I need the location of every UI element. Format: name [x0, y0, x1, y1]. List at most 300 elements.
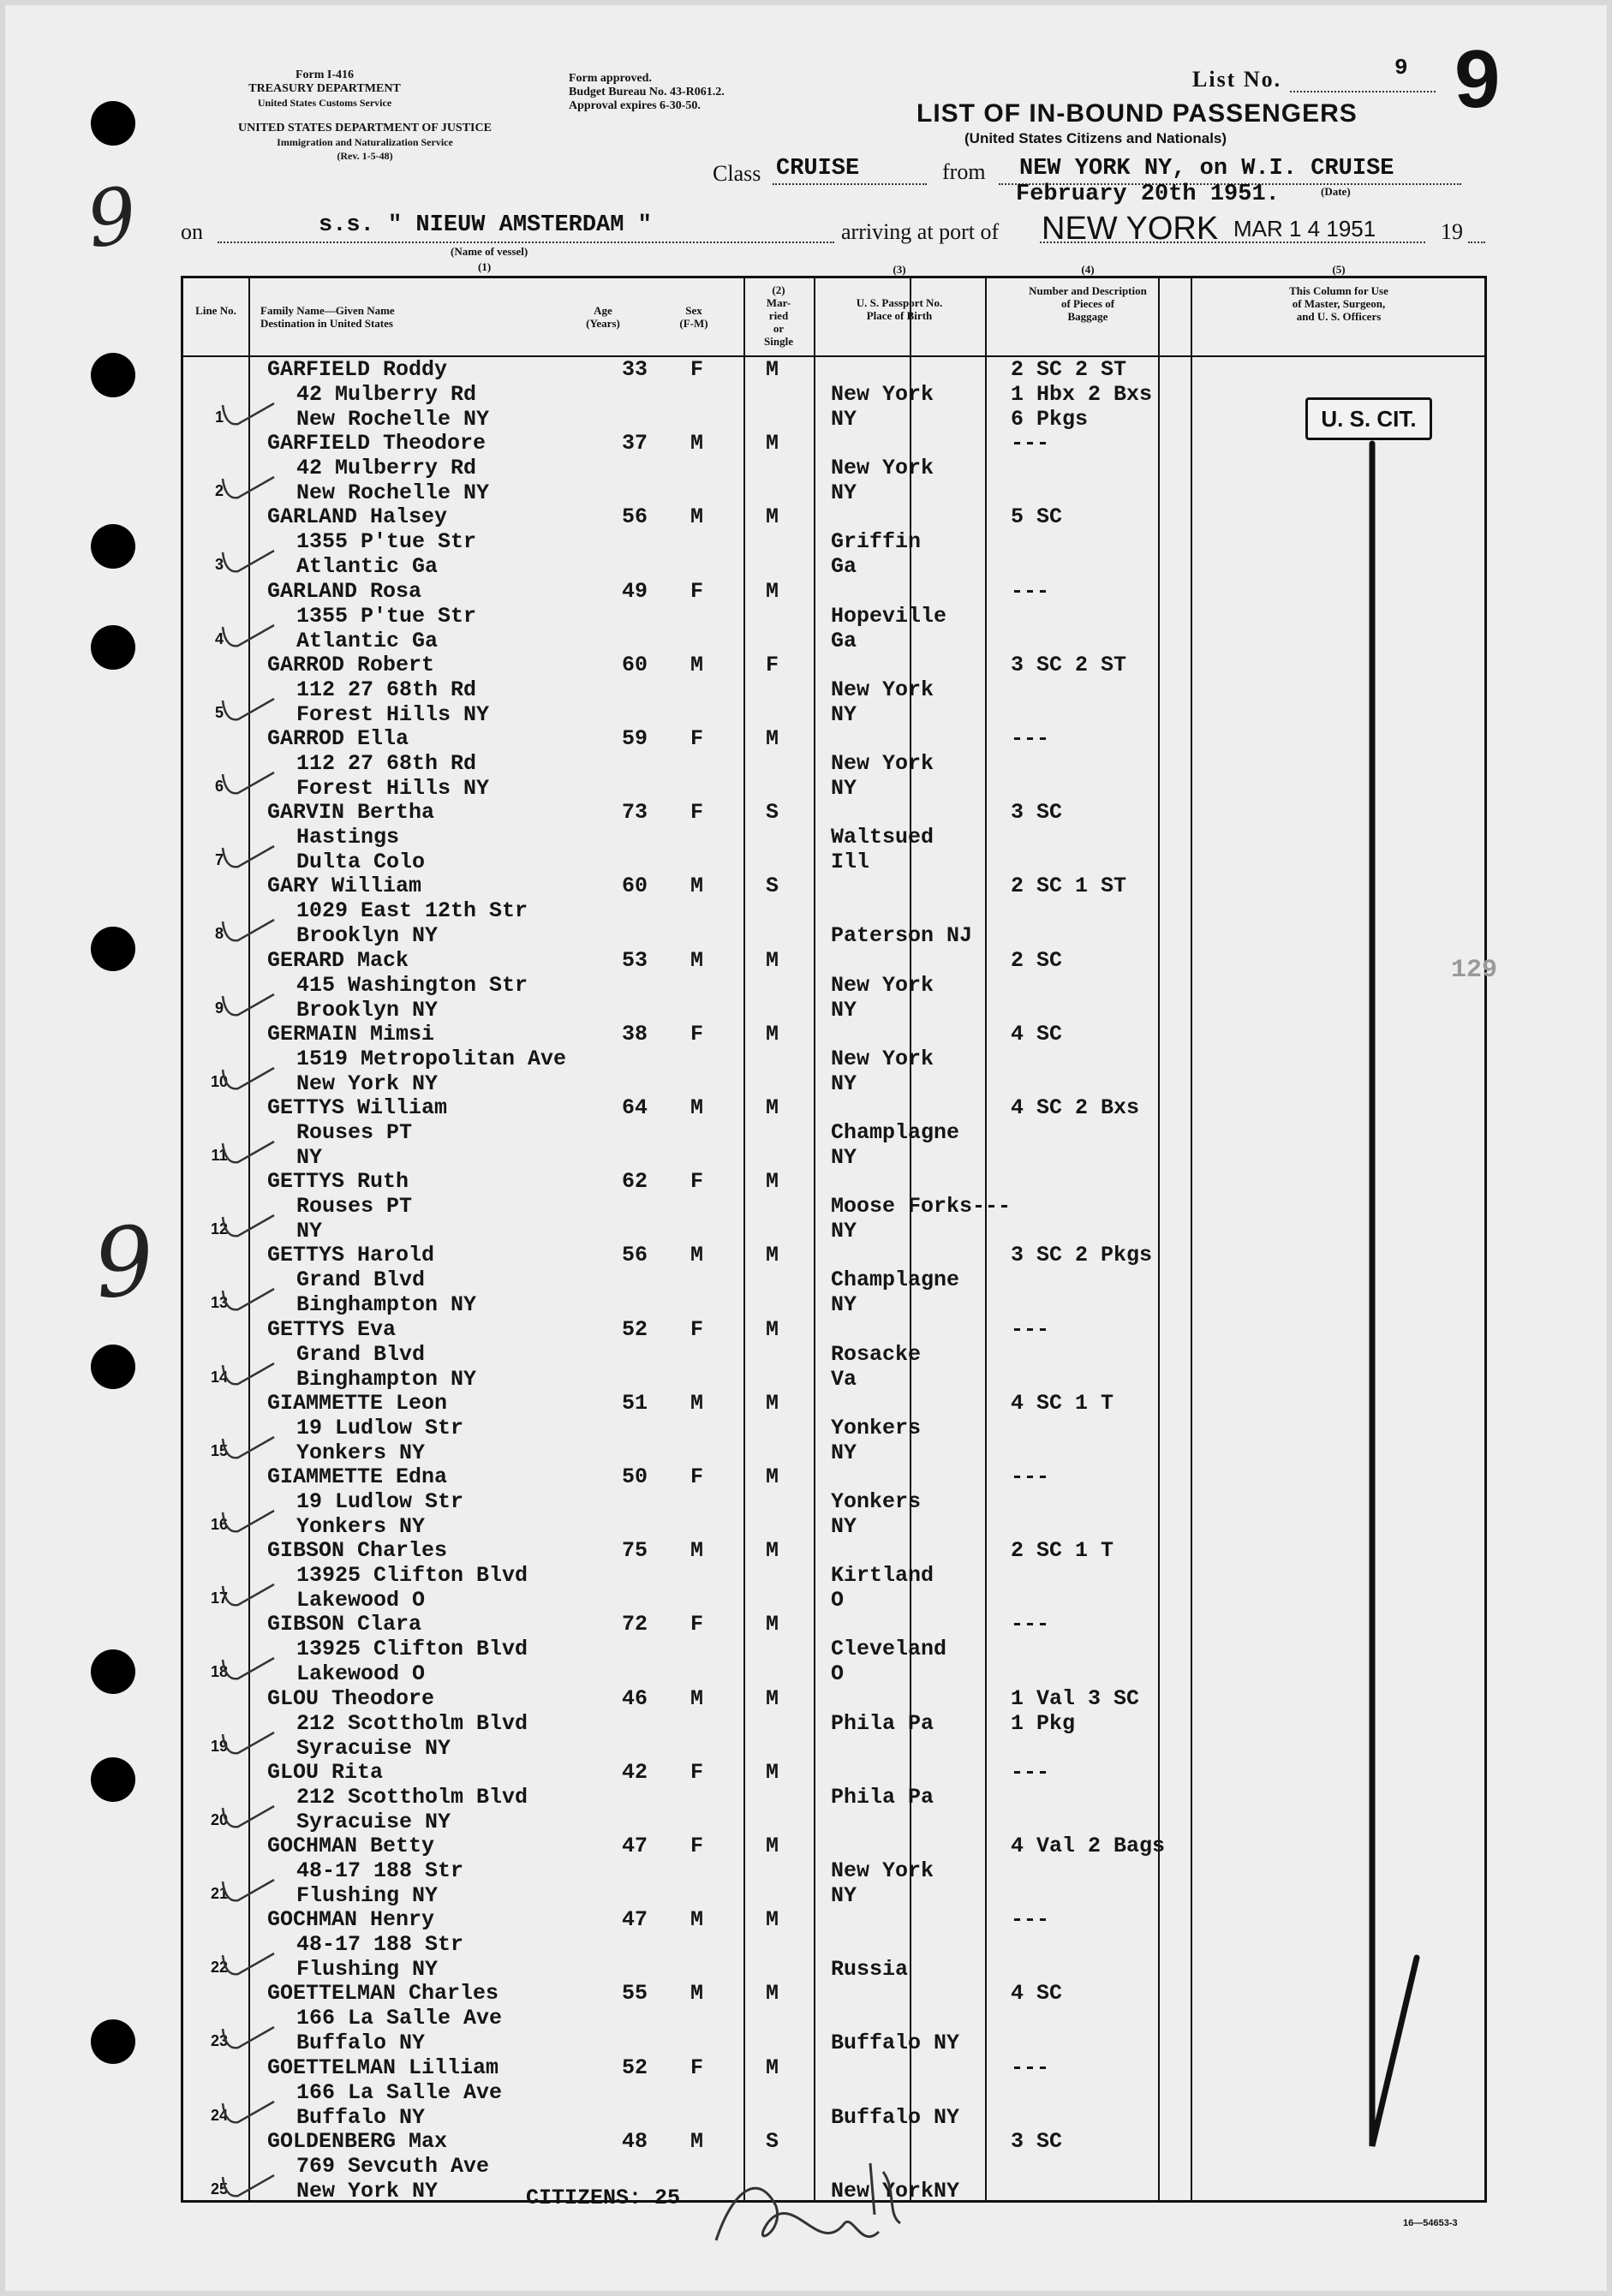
page-title: LIST OF IN-BOUND PASSENGERS — [916, 99, 1358, 128]
age: 60 — [622, 652, 648, 677]
tick-mark — [218, 1727, 278, 1762]
form-code: 16—54653-3 — [1403, 2218, 1458, 2228]
tick-mark — [218, 398, 278, 432]
age: 52 — [622, 2054, 648, 2080]
marital-status: M — [766, 578, 779, 604]
marital-status: M — [766, 1759, 779, 1785]
passenger-name: GARLAND Rosa — [267, 578, 422, 604]
col-header-age — [560, 304, 646, 330]
col-header-officers — [1191, 263, 1487, 323]
col-header-married-l4: Single — [764, 335, 793, 348]
line-number: 13 — [210, 1294, 229, 1312]
tick-mark — [218, 841, 278, 875]
punch-hole — [91, 524, 135, 569]
vessel-caption: (Name of vessel) — [451, 245, 528, 258]
line-number: 17 — [210, 1589, 229, 1607]
address-line-2: Flushing NY — [296, 1883, 439, 1908]
table-row — [183, 726, 1490, 801]
birthplace-line-1: Hopeville — [831, 603, 947, 629]
baggage-line-1: 1 Val 3 SC — [1011, 1685, 1140, 1711]
birthplace-line-2: NY — [831, 407, 857, 432]
col-header-baggage-l1: Number and Description — [1029, 284, 1147, 297]
passenger-name: GARY William — [267, 874, 422, 899]
birthplace-line-1: New York — [831, 382, 934, 407]
col-header-sex — [660, 304, 728, 330]
col-header-baggage — [985, 263, 1191, 323]
tick-stroke — [223, 1732, 274, 1753]
form-approved: Form approved. — [569, 72, 652, 85]
line-number: 23 — [210, 2032, 229, 2050]
table-row — [183, 1391, 1490, 1465]
arriving-label: arriving at port of — [841, 219, 1000, 244]
line-number: 5 — [214, 703, 224, 721]
passenger-name: GETTYS Eva — [267, 1316, 397, 1342]
baggage-line-1: --- — [1011, 1464, 1050, 1489]
line-number: 25 — [210, 2180, 229, 2198]
sex: F — [690, 726, 704, 751]
age: 56 — [622, 1243, 648, 1268]
marital-status: M — [766, 1834, 779, 1858]
birthplace-line-2: NY — [831, 776, 857, 801]
baggage-line-1: --- — [1011, 726, 1050, 751]
col-header-officers-num: (5) — [1332, 263, 1346, 276]
address-line-1: 166 La Salle Ave — [296, 2006, 503, 2031]
address-line-1: 1029 East 12th Str — [296, 898, 528, 924]
birthplace-line-2: O — [831, 1588, 845, 1613]
baggage-line-1: --- — [1011, 1759, 1050, 1785]
table-row — [183, 1464, 1490, 1539]
tick-mark — [218, 620, 278, 654]
from-label: from — [942, 159, 986, 184]
age: 64 — [622, 1095, 648, 1120]
sex: M — [690, 2128, 704, 2154]
class-line — [773, 183, 927, 185]
sex: F — [690, 1021, 704, 1047]
table-row — [183, 504, 1490, 579]
birthplace-line-1: New York — [831, 456, 934, 481]
tick-mark — [218, 989, 278, 1023]
age: 33 — [622, 357, 648, 382]
col-header-baggage-num: (4) — [1081, 263, 1095, 276]
address-line-2: Atlantic Ga — [296, 554, 439, 580]
birthplace-line-1: Griffin — [831, 529, 922, 555]
tick-mark — [218, 1136, 278, 1171]
col-header-married-l3: or — [773, 322, 785, 335]
tick-stroke — [223, 1658, 274, 1679]
marital-status: S — [766, 800, 779, 826]
page-subtitle: (United States Citizens and Nationals) — [964, 130, 1227, 146]
age: 47 — [622, 1907, 648, 1933]
form-number: Form I-416 — [295, 69, 355, 81]
address-line-2: Flushing NY — [296, 1957, 439, 1983]
col-header-sex-line1: Sex — [685, 304, 702, 317]
marital-status: F — [766, 652, 779, 677]
sex: F — [690, 357, 704, 382]
punch-hole — [91, 1757, 135, 1802]
line-number: 21 — [210, 1885, 229, 1902]
vessel-line — [218, 242, 834, 243]
col-header-passport-l1: U. S. Passport No. — [856, 296, 943, 309]
tick-stroke — [223, 772, 274, 793]
tick-mark — [218, 1506, 278, 1540]
sex: F — [690, 1169, 704, 1195]
sex: M — [690, 504, 704, 530]
baggage-line-1: 4 SC 2 Bxs — [1011, 1095, 1140, 1120]
col-header-officers-l3: and U. S. Officers — [1296, 310, 1382, 323]
baggage-line-3: 6 Pkgs — [1011, 407, 1089, 432]
birthplace-line-2: NY — [831, 480, 857, 506]
address-line-2: New York NY — [296, 1070, 439, 1096]
col-header-married-num: (2) — [772, 283, 785, 296]
birthplace-line-1: New York — [831, 677, 934, 702]
baggage-line-1: 4 Val 2 Bags — [1011, 1834, 1166, 1858]
baggage-line-2: 1 Hbx 2 Bxs — [1011, 382, 1153, 407]
address-line-2: Syracuise NY — [296, 1809, 451, 1834]
form-id-block — [235, 69, 415, 110]
passenger-name: GLOU Theodore — [267, 1685, 435, 1711]
sex: M — [690, 1685, 704, 1711]
col-header-line-no: Line No. — [195, 304, 236, 317]
address-line-1: 212 Scottholm Blvd — [296, 1784, 528, 1810]
col-header-name-line2: Destination in United States — [260, 317, 393, 330]
passenger-name: GOCHMAN Betty — [267, 1834, 435, 1858]
age: 56 — [622, 504, 648, 530]
treasury-dept: TREASURY DEPARTMENT — [248, 82, 401, 95]
address-line-1: 13925 Clifton Blvd — [296, 1563, 528, 1589]
table-row — [183, 1169, 1490, 1243]
baggage-line-1: --- — [1011, 1316, 1050, 1342]
marital-status: M — [766, 1169, 779, 1195]
address-line-2: NY — [296, 1219, 323, 1244]
departure-date: February 20th 1951. — [1016, 182, 1280, 207]
tick-stroke — [223, 1215, 274, 1236]
address-line-1: 769 Sevcuth Ave — [296, 2153, 490, 2179]
address-line-1: Rouses PT — [296, 1194, 413, 1220]
birthplace-line-2: NY — [831, 1440, 857, 1465]
address-line-2: NY — [296, 1145, 323, 1170]
birthplace-line-1: Rosacke — [831, 1341, 922, 1367]
tick-stroke — [223, 846, 274, 867]
marital-status: M — [766, 1243, 779, 1268]
marital-status: M — [766, 431, 779, 456]
from-value: NEW YORK NY, on W.I. CRUISE — [1019, 156, 1394, 182]
age: 72 — [622, 1612, 648, 1637]
tick-mark — [218, 1210, 278, 1244]
address-line-2: Dulta Colo — [296, 850, 426, 875]
customs-service: United States Customs Service — [257, 97, 392, 109]
age: 47 — [622, 1834, 648, 1858]
line-number: 8 — [214, 925, 224, 943]
birthplace-line-1: Champlagne — [831, 1267, 960, 1293]
address-line-1: 1355 P'tue Str — [296, 603, 477, 629]
sex: F — [690, 1464, 704, 1489]
vessel-name: s.s. " NIEUW AMSTERDAM " — [319, 212, 652, 238]
table-row — [183, 1612, 1490, 1686]
birthplace-line-1: Phila Pa — [831, 1784, 934, 1810]
tick-stroke — [223, 920, 274, 940]
table-row — [183, 1538, 1490, 1613]
birthplace-line-1: Kirtland — [831, 1563, 934, 1589]
birthplace-line-2: NY — [831, 1070, 857, 1096]
age: 37 — [622, 431, 648, 456]
baggage-line-1: --- — [1011, 431, 1050, 456]
approval-expires: Approval expires 6-30-50. — [569, 99, 701, 112]
birthplace-line-2: NY — [831, 701, 857, 727]
list-no-line — [1290, 91, 1436, 92]
marital-status: M — [766, 1612, 779, 1637]
address-line-2: New Rochelle NY — [296, 407, 490, 432]
arrival-date-stamp: MAR 1 4 1951 — [1233, 216, 1376, 242]
year-line — [1468, 242, 1485, 243]
revision: (Rev. 1-5-48) — [337, 150, 393, 162]
address-line-2: New Rochelle NY — [296, 480, 490, 506]
table-row — [183, 1981, 1490, 2055]
list-no-big: 9 — [1454, 33, 1501, 125]
marital-status: M — [766, 1981, 779, 2007]
col-header-officers-l1: This Column for Use — [1289, 284, 1388, 297]
marital-status: M — [766, 947, 779, 973]
baggage-line-1: 2 SC 2 ST — [1011, 357, 1127, 382]
baggage-line-2: 1 Pkg — [1011, 1710, 1076, 1736]
baggage-line-1: 4 SC — [1011, 1021, 1063, 1047]
address-line-1: 1355 P'tue Str — [296, 529, 477, 555]
punch-hole — [91, 2019, 135, 2064]
tick-mark — [218, 1063, 278, 1097]
tick-mark — [218, 1579, 278, 1613]
age: 62 — [622, 1169, 648, 1195]
line-number: 6 — [214, 778, 224, 795]
baggage-line-1: 5 SC — [1011, 504, 1063, 530]
tick-stroke — [223, 699, 274, 719]
baggage-line-1: 2 SC 1 T — [1011, 1538, 1114, 1564]
sex: M — [690, 1981, 704, 2007]
tick-stroke — [223, 1511, 274, 1531]
table-row — [183, 579, 1490, 653]
tick-mark — [218, 472, 278, 506]
birthplace-line-2: NY — [831, 1292, 857, 1318]
birthplace-line-1: Waltsued — [831, 825, 934, 850]
passenger-name: GLOU Rita — [267, 1759, 384, 1785]
signature-stroke — [716, 2188, 879, 2240]
line-number: 12 — [210, 1220, 229, 1238]
sex: M — [690, 652, 704, 677]
col-header-baggage-l3: Baggage — [1067, 310, 1108, 323]
age: 73 — [622, 800, 648, 826]
on-label: on — [181, 219, 203, 244]
age: 51 — [622, 1390, 648, 1416]
address-line-2: Binghampton NY — [296, 1292, 477, 1318]
tick-stroke — [223, 1880, 274, 1900]
margin-handwritten-nine: 9 — [88, 1204, 160, 1321]
birthplace-line-1: Phila Pa — [831, 1710, 934, 1736]
col-header-passport-l2: Place of Birth — [866, 309, 933, 322]
col-header-married-l1: Mar- — [766, 296, 791, 309]
margin-handwritten-nine: 9 — [81, 170, 143, 266]
passenger-name: GARLAND Halsey — [267, 504, 448, 530]
marital-status: M — [766, 2054, 779, 2080]
marital-status: M — [766, 357, 779, 382]
col-header-age-line1: Age — [594, 304, 612, 317]
table-row — [183, 1022, 1490, 1096]
marital-status: M — [766, 1685, 779, 1711]
baggage-line-1: --- — [1011, 1612, 1050, 1637]
birthplace-line-2: NY — [831, 997, 857, 1023]
us-citizen-stamp: U. S. CIT. — [1305, 397, 1432, 440]
address-line-2: Forest Hills NY — [296, 701, 490, 727]
table-row — [183, 431, 1490, 505]
address-line-1: 112 27 68th Rd — [296, 751, 477, 776]
passenger-name: GARROD Robert — [267, 652, 435, 677]
line-number: 3 — [214, 556, 224, 574]
table-row — [183, 800, 1490, 874]
tick-stroke — [223, 1289, 274, 1309]
signature-scribble — [699, 2138, 939, 2266]
tick-stroke — [223, 551, 274, 571]
age: 59 — [622, 726, 648, 751]
address-line-1: 212 Scottholm Blvd — [296, 1710, 528, 1736]
address-line-1: 1519 Metropolitan Ave — [296, 1046, 567, 1071]
col-header-married — [743, 283, 814, 348]
birthplace-line-1: New York — [831, 972, 934, 998]
baggage-line-1: 4 SC 1 T — [1011, 1390, 1114, 1416]
birthplace-line-1: New York — [831, 751, 934, 776]
class-label: Class — [713, 161, 761, 186]
tick-mark — [218, 767, 278, 802]
line-number: 11 — [211, 1147, 228, 1164]
address-line-1: 19 Ludlow Str — [296, 1489, 464, 1514]
passenger-name: GARFIELD Roddy — [267, 357, 448, 382]
passenger-name: GOCHMAN Henry — [267, 1907, 435, 1933]
table-row — [183, 1760, 1490, 1834]
address-line-2: Atlantic Ga — [296, 628, 439, 653]
sex: M — [690, 431, 704, 456]
tick-mark — [218, 2022, 278, 2056]
address-line-1: 13925 Clifton Blvd — [296, 1637, 528, 1662]
address-line-1: 415 Washington Str — [296, 972, 528, 998]
punch-hole — [91, 625, 135, 670]
address-line-1: Hastings — [296, 825, 400, 850]
address-line-2: Lakewood O — [296, 1661, 426, 1687]
tick-stroke — [223, 1806, 274, 1827]
tick-stroke — [223, 2027, 274, 2048]
address-line-1: 42 Mulberry Rd — [296, 382, 477, 407]
col-header-passport — [814, 263, 985, 322]
address-line-1: 19 Ludlow Str — [296, 1415, 464, 1440]
punch-hole — [91, 101, 135, 146]
passenger-name: GARROD Ella — [267, 726, 409, 751]
birthplace-line-1: Yonkers — [831, 1489, 922, 1514]
age: 53 — [622, 947, 648, 973]
line-number: 16 — [210, 1516, 229, 1533]
tick-mark — [218, 1875, 278, 1909]
address-line-2: Brooklyn NY — [296, 923, 439, 949]
tick-mark — [218, 1432, 278, 1466]
line-number: 2 — [214, 482, 224, 500]
address-line-1: 112 27 68th Rd — [296, 677, 477, 702]
baggage-line-1: 3 SC 2 ST — [1011, 652, 1127, 677]
birthplace-line-2: O — [831, 1661, 845, 1687]
address-line-1: Grand Blvd — [296, 1341, 426, 1367]
signature-stroke — [870, 2163, 900, 2223]
tick-stroke — [223, 1584, 274, 1605]
age: 60 — [622, 874, 648, 899]
address-line-2: Yonkers NY — [296, 1440, 426, 1465]
officer-check-line — [1341, 433, 1478, 2198]
baggage-line-1: 2 SC — [1011, 947, 1063, 973]
birthplace-line-2: Va — [831, 1366, 857, 1392]
marital-status: M — [766, 1464, 779, 1489]
passenger-name: GARFIELD Theodore — [267, 431, 487, 456]
address-line-1: Grand Blvd — [296, 1267, 426, 1293]
birthplace-line-1: Yonkers — [831, 1415, 922, 1440]
table-row — [183, 357, 1490, 432]
line-number: 15 — [210, 1441, 229, 1459]
passenger-name: GERMAIN Mimsi — [267, 1021, 435, 1047]
marital-status: M — [766, 504, 779, 530]
sex: F — [690, 1759, 704, 1785]
table-row — [183, 948, 1490, 1023]
birthplace-line-2: Ga — [831, 628, 857, 653]
sex: M — [690, 1538, 704, 1564]
address-line-2: Syracuise NY — [296, 1735, 451, 1761]
tick-stroke — [223, 2102, 274, 2122]
address-line-2: Lakewood O — [296, 1588, 426, 1613]
sex: F — [690, 800, 704, 826]
address-line-2: Brooklyn NY — [296, 997, 439, 1023]
sex: F — [690, 2054, 704, 2080]
line-number: 7 — [214, 851, 224, 869]
col-header-married-l2: ried — [768, 309, 789, 322]
line-number: 22 — [210, 1959, 229, 1977]
tick-stroke — [223, 2175, 274, 2196]
age: 42 — [622, 1759, 648, 1785]
punch-hole — [91, 1345, 135, 1389]
table-row — [183, 1095, 1490, 1170]
col-header-officers-l2: of Master, Surgeon, — [1292, 297, 1386, 310]
marital-status: M — [766, 1907, 779, 1933]
address-line-1: 166 La Salle Ave — [296, 2079, 503, 2105]
year-label: 19 — [1441, 219, 1463, 244]
table-row — [183, 1243, 1490, 1317]
age: 50 — [622, 1464, 648, 1489]
tick-mark — [218, 1653, 278, 1687]
citizens-total: CITIZENS: 25 — [526, 2186, 681, 2210]
birthplace-line-1: Champlagne — [831, 1120, 960, 1145]
birthplace-line-2: Ga — [831, 554, 857, 580]
table-row — [183, 1686, 1490, 1761]
baggage-line-1: --- — [1011, 1907, 1050, 1933]
address-line-1: 42 Mulberry Rd — [296, 456, 477, 481]
passenger-name: GIAMMETTE Edna — [267, 1464, 448, 1489]
baggage-line-1: 2 SC 1 ST — [1011, 874, 1127, 899]
tick-mark — [218, 1948, 278, 1983]
address-line-2: New York NY — [296, 2178, 439, 2204]
col-header-age-line2: (Years) — [586, 317, 620, 330]
col-header-sex-line2: (F-M) — [679, 317, 708, 330]
tick-stroke — [223, 1953, 274, 1974]
age: 46 — [622, 1685, 648, 1711]
tick-stroke — [223, 994, 274, 1015]
line-number: 19 — [210, 1737, 229, 1755]
age: 38 — [622, 1021, 648, 1047]
table-row — [183, 874, 1490, 948]
list-no-label: List No. — [1192, 67, 1282, 92]
birthplace-line-1: New York — [831, 1046, 934, 1071]
birthplace-line-2: NY — [831, 1219, 857, 1244]
address-line-1: 48-17 188 Str — [296, 1932, 464, 1958]
address-line-1: 48-17 188 Str — [296, 1858, 464, 1883]
col-header-passport-num: (3) — [893, 263, 906, 276]
